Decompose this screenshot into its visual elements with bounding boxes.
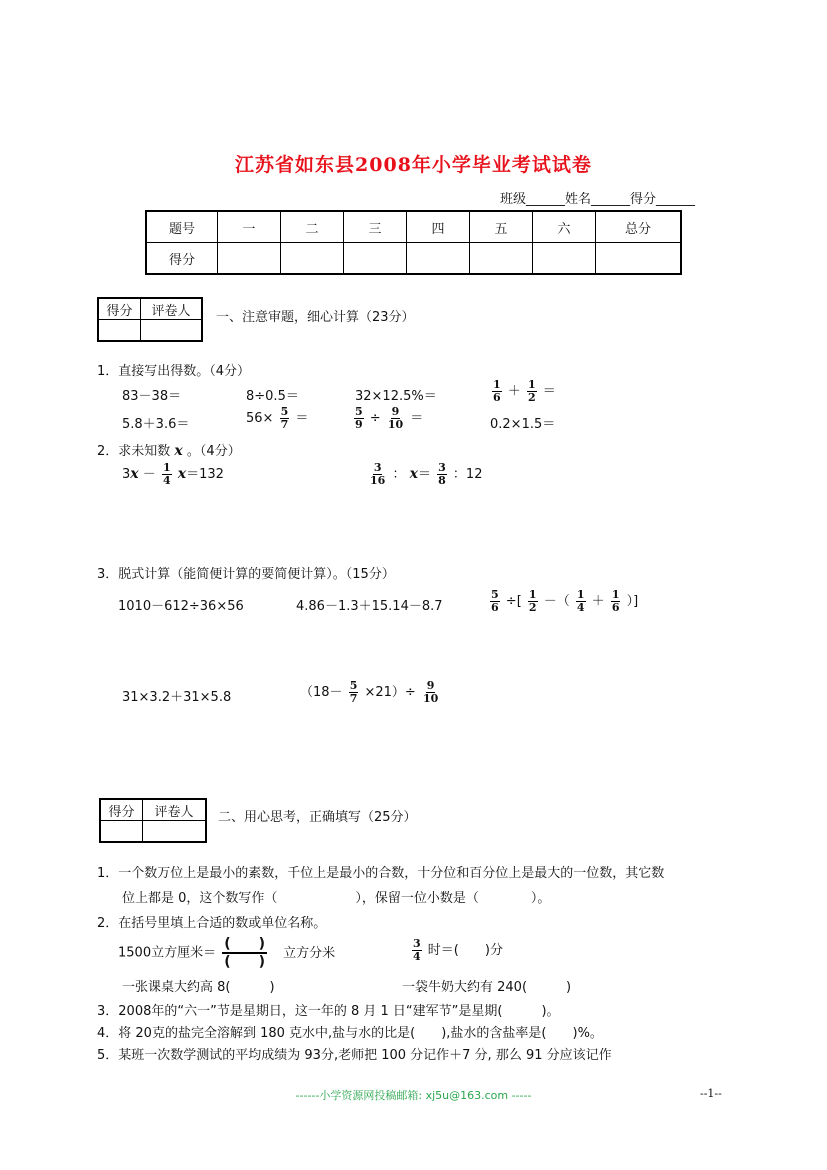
q2-equation-1: 3x － $\frac{1}{4}$ x＝132 [122,461,224,487]
score-cell [533,243,596,275]
q1-item-e: 5.8＋3.6＝ [122,417,190,432]
s2-q5: 5．某班一次数学测试的平均成绩为 93分,老师把 100 分记作＋7 分, 那么 91 分应该记作 [97,1048,612,1063]
score-cell [281,243,344,275]
fraction: $\frac{5}{9}$ [355,405,363,431]
s2-q4: 4．将 20克的盐完全溶解到 180 克水中,盐与水的比是( ),盐水的含盐率是( )%。 [97,1026,603,1041]
fraction: $\frac{1}{6}$ [611,588,620,614]
q1-item-a: 83－38＝ [122,389,182,404]
fraction: $\frac{5}{7}$ [349,679,358,705]
exam-title: 江苏省如东县2008年小学毕业考试试卷 [235,154,592,176]
section2-grader-box [99,798,207,843]
score-header-cell: 二 [281,211,344,243]
q1-item-g: 56× $\frac{5}{7}$ ＝ [246,405,309,431]
q3-item-c: $\frac{5}{6}$ ÷[ $\frac{1}{2}$ －（ $\frac{1}{4}$ ＋ $\frac{1}{6}$ ）] [491,588,639,614]
q3-item-e: （18－ $\frac{5}{7}$ ×21）÷ $\frac{9}{10}$ [300,679,439,705]
q3-item-a: 1010－612÷36×56 [118,599,244,614]
fraction: $\frac{1}{2}$ [527,378,536,404]
q3-item-b: 4.86－1.3＋15.14－8.7 [296,599,443,614]
score-cell [344,243,407,275]
grader-cell [141,320,203,342]
fraction: $\frac{9}{10}$ [387,405,404,431]
section1-grader-box [97,297,203,342]
score-header-cell: 一 [218,211,281,243]
q1-label: 1．直接写出得数。（4分） [97,364,251,379]
s2-q3: 3．2008年的“六一”节是星期日，这一年的 8 月 1 日“建军节”是星期( )。 [97,1004,560,1019]
grader-cell [100,821,143,843]
page-number: --1-- [700,1087,722,1100]
grader-score-label: 得分 [98,298,141,320]
student-info-line: 班级______姓名______得分______ [500,192,696,207]
fraction: $\frac{5}{6}$ [491,588,499,614]
score-table-header-row [146,211,681,243]
s2-q2-item-d: 一袋牛奶大约有 240( ) [402,980,572,995]
q1-item-h: $\frac{5}{9}$ ÷ $\frac{9}{10}$ ＝ [355,405,424,431]
grader-score-label: 得分 [100,799,143,821]
q1-item-d: $\frac{1}{6}$ ＋ $\frac{1}{2}$ ＝ [493,378,556,404]
q1-item-c: 32×12.5%＝ [355,389,437,404]
s2-q1-line1: 1．一个数万位上是最小的素数，千位上是最小的合数，十分位和百分位上是最大的一位数，其它数 [97,866,665,881]
footer-contact: ------小学资源网投稿邮箱: xj5u@163.com ----- [295,1089,532,1102]
fraction: $\frac{1}{4}$ [576,588,585,614]
score-cell [407,243,470,275]
score-header-cell: 四 [407,211,470,243]
score-row-label: 得分 [146,243,218,275]
q3-item-d: 31×3.2＋31×5.8 [122,690,232,705]
s2-q2-label: 2．在括号里填上合适的数或单位名称。 [97,916,327,931]
s2-q2-item-a: 1500立方厘米＝ ( ) ( ) 立方分米 [118,936,336,970]
fraction: $\frac{3}{8}$ [438,461,446,487]
section2-heading: 二、用心思考，正确填写（25分） [218,810,417,825]
score-cell [218,243,281,275]
s2-q2-item-c: 一张课桌大约高 8( ) [122,980,275,995]
score-header-cell: 六 [533,211,596,243]
score-header-cell: 三 [344,211,407,243]
s2-q1-line2: 位上都是 0，这个数写作（ ），保留一位小数是（ ）。 [122,891,551,906]
fraction: $\frac{3}{16}$ [370,461,386,487]
score-header-cell: 总分 [596,211,682,243]
blank-fraction: ( ) ( ) [224,936,266,970]
fraction: $\frac{5}{7}$ [280,405,289,431]
fraction: $\frac{3}{4}$ [413,937,421,963]
score-table [145,210,682,275]
section1-heading: 一、注意审题，细心计算（23分） [216,310,415,325]
q1-item-i: 0.2×1.5＝ [490,417,556,432]
grader-reviewer-label: 评卷人 [143,799,207,821]
fraction: $\frac{9}{10}$ [422,679,439,705]
score-table-score-row [146,243,681,275]
grader-reviewer-label: 评卷人 [141,298,203,320]
s2-q2-item-b: $\frac{3}{4}$ 时＝( )分 [413,937,503,963]
score-cell [596,243,682,275]
fraction: $\frac{1}{4}$ [162,461,171,487]
score-cell [470,243,533,275]
q2-equation-2: $\frac{3}{16}$ ： x＝ $\frac{3}{8}$ ：12 [370,461,483,487]
q2-label: 2．求未知数 x 。（4分） [97,443,241,459]
fraction: $\frac{1}{2}$ [528,588,537,614]
score-header-cell: 五 [470,211,533,243]
q3-label: 3．脱式计算（能简便计算的要简便计算）。（15分） [97,567,395,582]
fraction: $\frac{1}{6}$ [493,378,501,404]
score-header-cell: 题号 [146,211,218,243]
q1-item-b: 8÷0.5＝ [246,389,299,404]
grader-cell [98,320,141,342]
grader-cell [143,821,207,843]
